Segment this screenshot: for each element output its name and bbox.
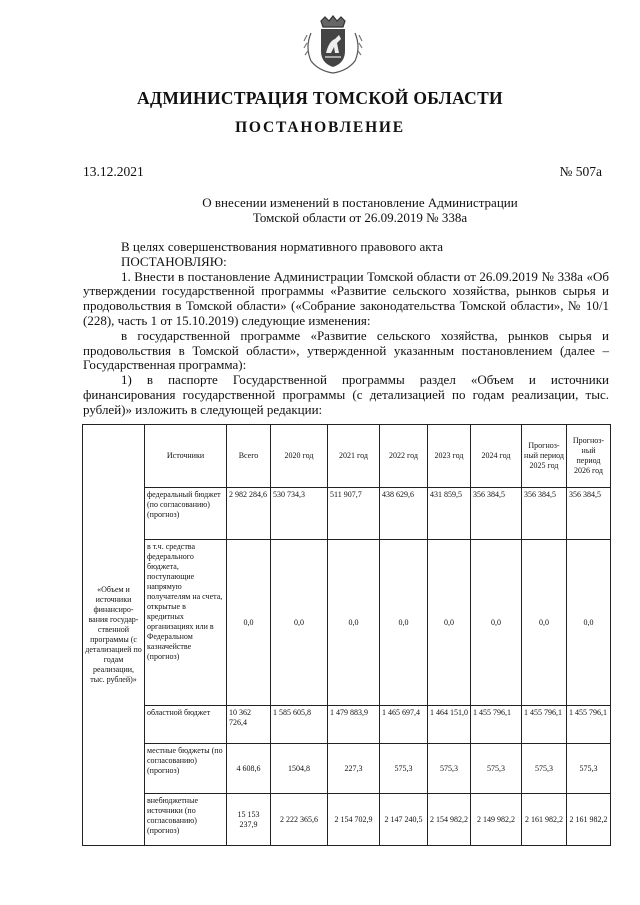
source-cell: внебюджетные источники (по согласованию) (прогноз)	[145, 794, 227, 846]
value-cell: 15 153 237,9	[227, 794, 271, 846]
subject-line-2: Томской области от 26.09.2019 № 338а	[252, 210, 468, 225]
resolve-word: ПОСТАНОВЛЯЮ:	[121, 253, 227, 269]
table-row	[83, 794, 611, 846]
value-cell: 0,0	[380, 540, 428, 706]
value-cell: 431 859,5	[428, 488, 471, 540]
table-header-row	[83, 425, 611, 488]
row-label-cell: «Объем и источники финансиро-вания государ-ственной программы (с детализацией по годам реализации, тыс. рублей)»	[83, 425, 145, 846]
value-cell: 227,3	[328, 744, 380, 794]
value-cell: 575,3	[522, 744, 567, 794]
value-cell: 575,3	[428, 744, 471, 794]
value-cell: 356 384,5	[471, 488, 522, 540]
coat-of-arms-icon	[301, 13, 365, 77]
value-cell: 575,3	[567, 744, 611, 794]
value-cell: 1 455 796,1	[567, 706, 611, 744]
header-cell: 2020 год	[271, 425, 328, 488]
value-cell: 2 161 982,2	[567, 794, 611, 846]
header-cell: 2024 год	[471, 425, 522, 488]
value-cell: 575,3	[471, 744, 522, 794]
value-cell: 0,0	[471, 540, 522, 706]
value-cell: 356 384,5	[522, 488, 567, 540]
value-cell: 530 734,3	[271, 488, 328, 540]
value-cell: 0,0	[567, 540, 611, 706]
table-row	[83, 488, 611, 540]
value-cell: 4 608,6	[227, 744, 271, 794]
document-number: № 507а	[559, 164, 602, 179]
header-cell: 2022 год	[380, 425, 428, 488]
value-cell: 2 161 982,2	[522, 794, 567, 846]
value-cell: 1 464 151,0	[428, 706, 471, 744]
value-cell: 1504,8	[271, 744, 328, 794]
document-subject	[170, 195, 550, 225]
preamble: В целях совершенствования нормативного правового акта	[121, 239, 444, 254]
header-cell: 2021 год	[328, 425, 380, 488]
document-date: 13.12.2021	[83, 164, 144, 179]
value-cell: 0,0	[428, 540, 471, 706]
value-cell: 0,0	[227, 540, 271, 706]
value-cell: 2 149 982,2	[471, 794, 522, 846]
value-cell: 0,0	[271, 540, 328, 706]
value-cell: 1 465 697,4	[380, 706, 428, 744]
value-cell: 356 384,5	[567, 488, 611, 540]
financing-table	[82, 424, 611, 846]
header-cell: Прогноз-ный период 2026 год	[567, 425, 611, 488]
source-cell: местные бюджеты (по согласованию) (прогноз)	[145, 744, 227, 794]
value-cell: 1 455 796,1	[522, 706, 567, 744]
organization-title: АДМИНИСТРАЦИЯ ТОМСКОЙ ОБЛАСТИ	[137, 88, 503, 108]
table-row	[83, 744, 611, 794]
value-cell: 0,0	[522, 540, 567, 706]
value-cell: 2 154 702,9	[328, 794, 380, 846]
value-cell: 575,3	[380, 744, 428, 794]
source-cell: областной бюджет	[145, 706, 227, 744]
value-cell: 2 154 982,2	[428, 794, 471, 846]
value-cell: 0,0	[328, 540, 380, 706]
header-cell: 2023 год	[428, 425, 471, 488]
paragraph-1: 1. Внести в постановление Администрации Томской области от 26.09.2019 № 338а «Об утверждении государственной программы «Развитие сельского хозяйства, рынков сырья и продовольствия в Томской области» («Собрание законодательства Томской области», № 10/1 (228), часть 1 от 15.10.2019) следующие изменения:	[83, 268, 609, 328]
value-cell: 1 455 796,1	[471, 706, 522, 744]
value-cell: 2 982 284,6	[227, 488, 271, 540]
table-row	[83, 540, 611, 706]
value-cell: 10 362 726,4	[227, 706, 271, 744]
source-cell: федеральный бюджет (по согласованию) (прогноз)	[145, 488, 227, 540]
header-cell: Всего	[227, 425, 271, 488]
paragraph-2: в государственной программе «Развитие сельского хозяйства, рынков сырья и продовольствия в Томской области», утвержденной указанным постановлением (далее – Государственная программа):	[83, 327, 609, 373]
header-cell: Прогноз-ный период 2025 год	[522, 425, 567, 488]
table-row	[83, 706, 611, 744]
value-cell: 511 907,7	[328, 488, 380, 540]
value-cell: 1 585 605,8	[271, 706, 328, 744]
header-cell: Источники	[145, 425, 227, 488]
value-cell: 2 222 365,6	[271, 794, 328, 846]
document-body	[83, 240, 609, 418]
source-cell: в т.ч. средства федерального бюджета, поступающие напрямую получателям на счета, открытые в кредитных организациях или в Федеральном казначействе (прогноз)	[145, 540, 227, 706]
subject-line-1: О внесении изменений в постановление Администрации	[202, 195, 518, 210]
paragraph-3: 1) в паспорте Государственной программы раздел «Объем и источники финансирования государственной программы (с детализацией по годам реализации, тыс. рублей)» изложить в следующей редакции:	[83, 372, 609, 417]
value-cell: 2 147 240,5	[380, 794, 428, 846]
value-cell: 1 479 883,9	[328, 706, 380, 744]
document-type: ПОСТАНОВЛЕНИЕ	[235, 119, 405, 136]
value-cell: 438 629,6	[380, 488, 428, 540]
